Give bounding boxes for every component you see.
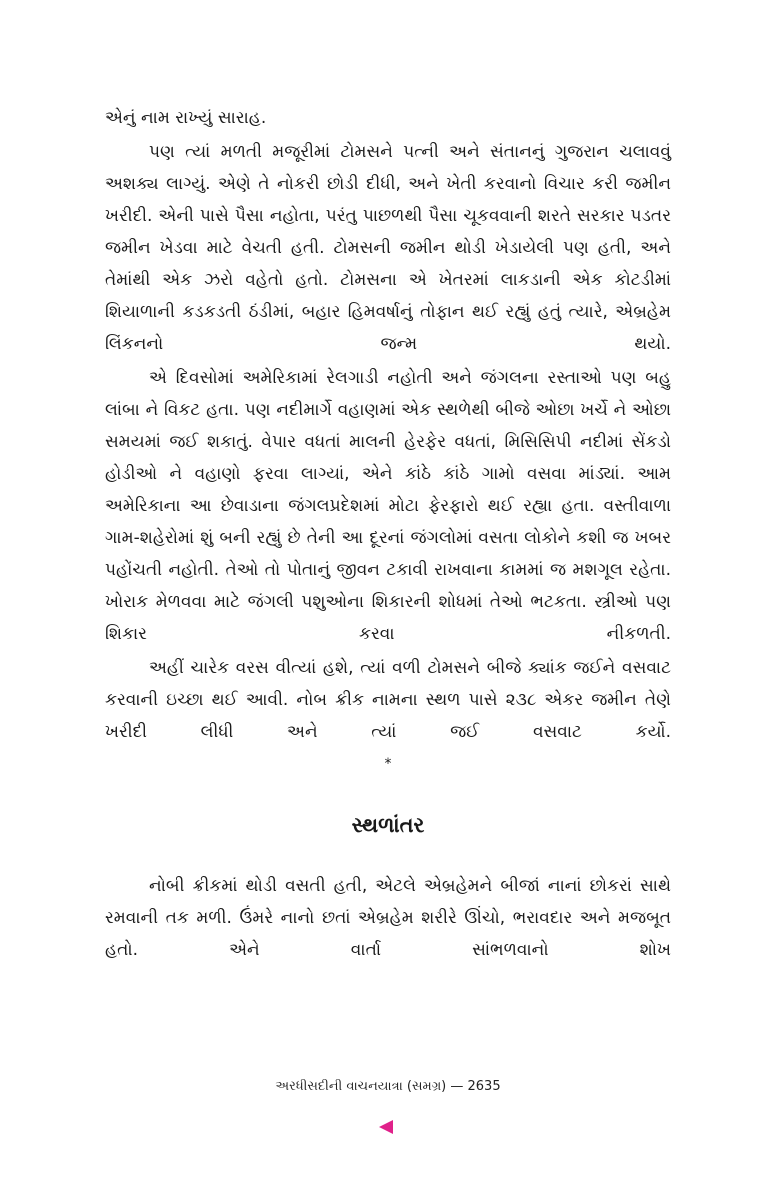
page-body — [105, 102, 671, 966]
paragraph: પણ ત્યાં મળતી મજૂરીમાં ટોમસને પત્ની અને સંતાનનું ગુજરાન ચલાવવું અશક્ય લાગ્યું. એણે તે નોકરી છોડી દીધી, અને ખેતી કરવાનો વિચાર કરી જમીન ખરીદી. એની પાસે પૈસા નહોતા, પરંતુ પાછળથી પૈસા ચૂકવવાની શરતે સરકાર પડતર જમીન ખેડવા માટે વેચતી હતી. ટોમસની જમીન થોડી ખેડાયેલી પણ હતી, અને તેમાંથી એક ઝરો વહેતો હતો. ટોમસના એ ખેતરમાં લાકડાની એક કોટડીમાં શિયાળાની કડકડતી ઠંડીમાં, બહાર હિમવર્ષાનું તોફાન થઈ રહ્યું હતું ત્યારે, એબ્રહેમ લિંકનનો જન્મ થયો. — [105, 142, 671, 354]
section-heading: સ્થળાંતર — [351, 813, 425, 837]
section-separator: * — [384, 756, 392, 772]
paragraph: એ દિવસોમાં અમેરિકામાં રેલગાડી નહોતી અને જંગલના રસ્તાઓ પણ બહુ લાંબા ને વિકટ હતા. પણ નદીમાર્ગે વહાણમાં એક સ્થળેથી બીજે ઓછા ખર્ચે ને ઓછા સમયમાં જઈ શકાતું. વેપાર વધતાં માલની હેરફેર વધતાં, મિસિસિપી નદીમાં સેંકડો હોડીઓ ને વહાણો ફરવા લાગ્યાં, એને કાંઠે કાંઠે ગામો વસવા માંડ્યાં. આમ અમેરિકાના આ છેવાડાના જંગલપ્રદેશમાં મોટા ફેરફારો થઈ રહ્યા હતા. વસ્તીવાળા ગામ-શહેરોમાં શું બની રહ્યું છે તેની આ દૂરનાં જંગલોમાં વસતા લોકોને કશી જ ખબર પહોંચતી નહોતી. તેઓ તો પોતાનું જીવન ટકાવી રાખવાના કામમાં જ મશગૂલ રહેતા. ખોરાક મેળવવા માટે જંગલી પશુઓના શિકારની શોધમાં તેઓ ભટકતા. સ્ત્રીઓ પણ શિકાર કરવા નીકળતી. — [105, 368, 671, 644]
page-footer: અરધીસદીની વાચનયાત્રા (સમગ્ર) — 2635 — [275, 1079, 501, 1094]
paragraph: નોબી ક્રીકમાં થોડી વસતી હતી, એટલે એબ્રહેમને બીજાં નાનાં છોકરાં સાથે રમવાની તક મળી. ઉંમરે નાનો છતાં એબ્રહેમ શરીરે ઊંચો, ભરાવદાર અને મજબૂત હતો. એને વાર્તા સાંભળવાનો શોખ — [105, 876, 671, 960]
paragraph: અહીં ચારેક વરસ વીત્યાં હશે, ત્યાં વળી ટોમસને બીજે ક્યાંક જઈને વસવાટ કરવાની ઇચ્છા થઈ આવી. નોબ ક્રીક નામના સ્થળ પાસે ૨૩૮ એકર જમીન તેણે ખરીદી લીધી અને ત્યાં જઈ વસવાટ કર્યો. — [105, 658, 671, 742]
opening-line: એનું નામ રાખ્યું સારાહ. — [105, 108, 267, 128]
previous-page-arrow-icon[interactable] — [379, 1120, 393, 1134]
